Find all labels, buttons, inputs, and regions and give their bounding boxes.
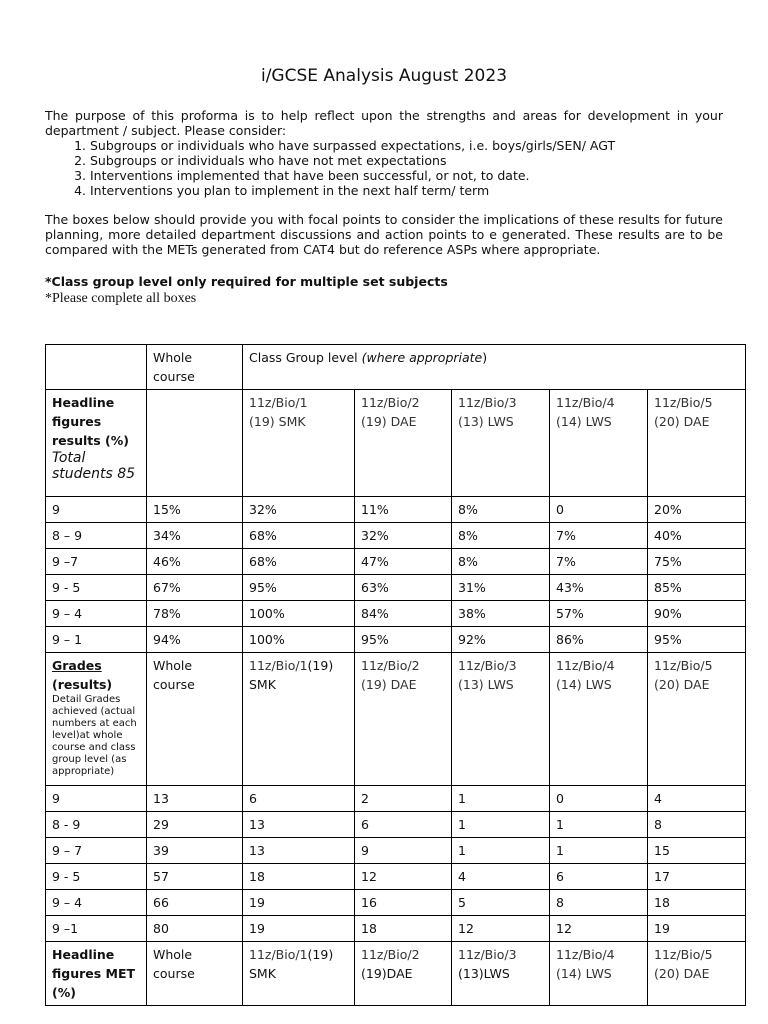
intro-section (45, 108, 723, 257)
table-cell: 8% (452, 523, 550, 549)
grade-band: 9 –1 (46, 916, 147, 942)
table-cell: 1 (550, 838, 648, 864)
class-header: 11z/Bio/3 (13) LWS (452, 390, 550, 497)
class-header: 11z/Bio/5 (20) DAE (648, 942, 746, 1006)
table-cell: 18 (243, 864, 355, 890)
grade-band: 9 - 5 (46, 575, 147, 601)
table-cell: 5 (452, 890, 550, 916)
grades-description: Detail Grades achieved (actual numbers at each level)at whole course and class group level (as appropriate) (52, 694, 137, 777)
table-cell: 6 (550, 864, 648, 890)
class-header: 11z/Bio/2 (19) DAE (355, 390, 452, 497)
headline-results-header-row (46, 390, 746, 497)
table-cell: 80 (147, 916, 243, 942)
table-row (46, 786, 746, 812)
table-cell: 66 (147, 890, 243, 916)
table-cell: 43% (550, 575, 648, 601)
grade-band: 9 – 1 (46, 627, 147, 653)
table-cell: 12 (452, 916, 550, 942)
table-cell: 86% (550, 627, 648, 653)
table-cell: 0 (550, 786, 648, 812)
grade-band: 9 – 7 (46, 838, 147, 864)
class-header: 11z/Bio/4 (14) LWS (550, 390, 648, 497)
table-cell: 11% (355, 497, 452, 523)
table-cell: 95% (243, 575, 355, 601)
table-cell: 34% (147, 523, 243, 549)
table-row (46, 523, 746, 549)
table-row (46, 627, 746, 653)
table-cell: 8 (550, 890, 648, 916)
table-cell: 15% (147, 497, 243, 523)
table-cell: 4 (648, 786, 746, 812)
class-header: 11z/Bio/1(19) SMK (243, 653, 355, 786)
class-header: 11z/Bio/2 (19) DAE (355, 653, 452, 786)
table-cell: 8% (452, 549, 550, 575)
grade-band: 8 – 9 (46, 523, 147, 549)
table-cell: 13 (243, 812, 355, 838)
class-header: 11z/Bio/2 (19)DAE (355, 942, 452, 1006)
considerations-list (45, 138, 723, 198)
grades-label: Grades (results) Detail Grades achieved (actual numbers at each level)at whole course and class group level (as appropriate) (46, 653, 147, 786)
table-cell: 84% (355, 601, 452, 627)
table-cell: 94% (147, 627, 243, 653)
table-cell: 1 (452, 812, 550, 838)
table-cell: 18 (355, 916, 452, 942)
table-cell: 46% (147, 549, 243, 575)
table-cell: 92% (452, 627, 550, 653)
met-label: Headline figures MET (%) (46, 942, 147, 1006)
grade-band: 9 –7 (46, 549, 147, 575)
class-header: 11z/Bio/4 (14) LWS (550, 942, 648, 1006)
table-row (46, 916, 746, 942)
class-header: 11z/Bio/5 (20) DAE (648, 390, 746, 497)
class-group-header: Class Group level (where appropriate) (243, 345, 746, 390)
list-item: 2. Subgroups or individuals who have not met expectations (90, 153, 723, 168)
table-cell: 29 (147, 812, 243, 838)
class-header: 11z/Bio/3 (13) LWS (452, 653, 550, 786)
table-row (46, 890, 746, 916)
analysis-table (45, 344, 746, 1006)
table-row (46, 838, 746, 864)
table-cell: 32% (355, 523, 452, 549)
whole-course-label: Whole course (147, 942, 243, 1006)
table-cell: 4 (452, 864, 550, 890)
table-cell: 8 (648, 812, 746, 838)
table-cell: 9 (355, 838, 452, 864)
grade-band: 9 – 4 (46, 601, 147, 627)
table-cell: 12 (550, 916, 648, 942)
table-row (46, 549, 746, 575)
complete-boxes-note: *Please complete all boxes (45, 291, 197, 306)
table-cell: 15 (648, 838, 746, 864)
grade-band: 9 - 5 (46, 864, 147, 890)
table-cell: 20% (648, 497, 746, 523)
grade-band: 9 (46, 497, 147, 523)
table-cell: 13 (147, 786, 243, 812)
table-cell: 100% (243, 601, 355, 627)
table-row (46, 864, 746, 890)
table-cell: 7% (550, 523, 648, 549)
table-cell: 57% (550, 601, 648, 627)
table-cell: 6 (243, 786, 355, 812)
whole-course-header: Whole course (147, 345, 243, 390)
table-cell: 68% (243, 549, 355, 575)
table-cell: 57 (147, 864, 243, 890)
total-students: Total students 85 (52, 450, 136, 482)
grade-band: 9 – 4 (46, 890, 147, 916)
table-cell: 95% (355, 627, 452, 653)
table-cell: 67% (147, 575, 243, 601)
table-cell: 19 (243, 916, 355, 942)
table-cell: 17 (648, 864, 746, 890)
whole-course-label: Whole course (147, 653, 243, 786)
table-row (46, 812, 746, 838)
table-cell: 2 (355, 786, 452, 812)
table-cell: 95% (648, 627, 746, 653)
table-cell: 19 (648, 916, 746, 942)
table-cell: 1 (452, 838, 550, 864)
table-cell: 90% (648, 601, 746, 627)
table-cell: 40% (648, 523, 746, 549)
class-header: 11z/Bio/5 (20) DAE (648, 653, 746, 786)
met-header-row (46, 942, 746, 1006)
grade-band: 9 (46, 786, 147, 812)
table-header-row (46, 345, 746, 390)
table-cell: 1 (550, 812, 648, 838)
table-cell: 32% (243, 497, 355, 523)
list-item: 1. Subgroups or individuals who have surpassed expectations, i.e. boys/girls/SEN/ AGT (90, 138, 723, 153)
table-cell: 38% (452, 601, 550, 627)
headline-results-label: Headline figures results (%) Total students 85 (46, 390, 147, 497)
class-header: 11z/Bio/1(19) SMK (243, 942, 355, 1006)
table-cell: 16 (355, 890, 452, 916)
table-cell: 75% (648, 549, 746, 575)
grade-band: 8 - 9 (46, 812, 147, 838)
table-row (46, 497, 746, 523)
table-cell: 31% (452, 575, 550, 601)
table-cell: 1 (452, 786, 550, 812)
table-cell: 18 (648, 890, 746, 916)
intro-paragraph: The purpose of this proforma is to help reflect upon the strengths and areas for development in your department / subject. Please consider: (45, 108, 723, 138)
instructions-paragraph: The boxes below should provide you with focal points to consider the implications of these results for future planning, more detailed department discussions and action points to e generated. These results are to be compared with the METs generated from CAT4 but do reference ASPs where appropriate. (45, 212, 723, 257)
table-cell: 39 (147, 838, 243, 864)
table-cell: 63% (355, 575, 452, 601)
table-cell: 7% (550, 549, 648, 575)
document-title: i/GCSE Analysis August 2023 (260, 66, 508, 86)
class-group-note: *Class group level only required for multiple set subjects (45, 274, 448, 289)
table-cell: 12 (355, 864, 452, 890)
list-item: 3. Interventions implemented that have been successful, or not, to date. (90, 168, 723, 183)
table-cell: 8% (452, 497, 550, 523)
table-cell: 47% (355, 549, 452, 575)
table-cell: 13 (243, 838, 355, 864)
class-header: 11z/Bio/1 (19) SMK (243, 390, 355, 497)
table-cell: 100% (243, 627, 355, 653)
table-cell: 6 (355, 812, 452, 838)
empty-cell (147, 390, 243, 497)
table-cell: 85% (648, 575, 746, 601)
class-header: 11z/Bio/4 (14) LWS (550, 653, 648, 786)
table-cell: 19 (243, 890, 355, 916)
list-item: 4. Interventions you plan to implement in the next half term/ term (90, 183, 723, 198)
grades-header-row (46, 653, 746, 786)
table-cell: 68% (243, 523, 355, 549)
table-row (46, 575, 746, 601)
table-cell: 78% (147, 601, 243, 627)
empty-cell (46, 345, 147, 390)
table-cell: 0 (550, 497, 648, 523)
table-row (46, 601, 746, 627)
class-header: 11z/Bio/3 (13)LWS (452, 942, 550, 1006)
